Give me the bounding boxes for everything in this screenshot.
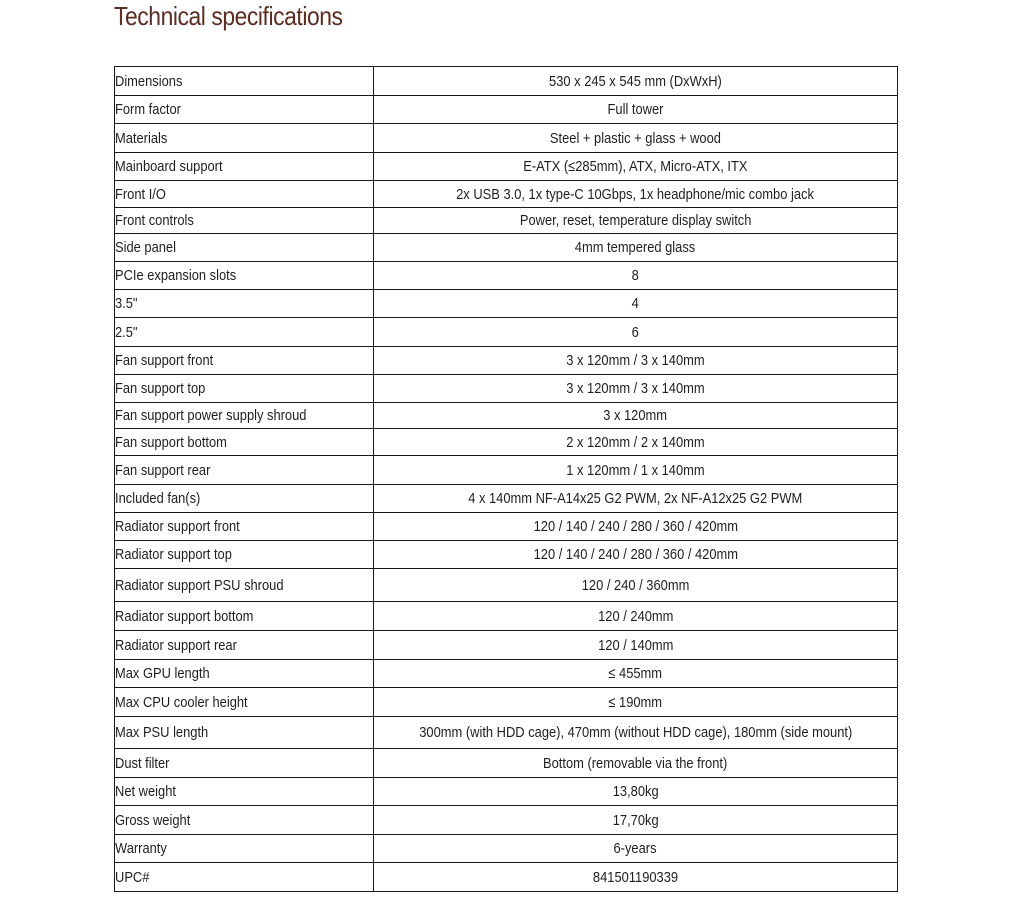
spec-value: 1 x 120mm / 1 x 140mm: [566, 461, 705, 479]
spec-value: 841501190339: [592, 868, 679, 886]
spec-row: [115, 347, 898, 375]
spec-label: Max CPU cooler height: [115, 693, 248, 711]
spec-label-cell: [115, 403, 374, 429]
spec-label-cell: [115, 375, 374, 403]
spec-row: [115, 569, 898, 602]
spec-value: Power, reset, temperature display switch: [519, 212, 752, 229]
spec-row: [115, 778, 898, 806]
spec-value: 2 x 120mm / 2 x 140mm: [566, 433, 705, 451]
spec-value: 6: [631, 323, 640, 341]
spec-value-cell: [374, 688, 898, 717]
spec-value: E-ATX (≤285mm), ATX, Micro-ATX, ITX: [523, 158, 748, 175]
spec-label-cell: [115, 806, 374, 835]
spec-label: UPC#: [115, 868, 150, 886]
spec-label-cell: [115, 347, 374, 375]
spec-label: Fan support top: [115, 380, 206, 397]
spec-value-cell: [374, 96, 898, 124]
spec-row: [115, 688, 898, 717]
spec-value-cell: [374, 778, 898, 806]
spec-row: [115, 403, 898, 429]
spec-value-cell: [374, 290, 898, 318]
spec-label: Max PSU length: [115, 724, 209, 741]
spec-row: [115, 541, 898, 569]
spec-value: Full tower: [607, 101, 664, 118]
spec-row: [115, 513, 898, 541]
spec-label: Net weight: [115, 783, 176, 800]
spec-value-cell: [374, 347, 898, 375]
spec-value-cell: [374, 208, 898, 234]
spec-value: 4: [631, 295, 640, 312]
spec-label-cell: [115, 602, 374, 631]
spec-label-cell: [115, 67, 374, 96]
page-title: Technical specifications: [114, 1, 343, 31]
specifications-table-body: [115, 67, 898, 892]
spec-label: Fan support bottom: [115, 433, 227, 451]
spec-value-cell: [374, 456, 898, 485]
spec-value: 3 x 120mm / 3 x 140mm: [566, 380, 705, 397]
spec-label: 2.5": [115, 323, 138, 341]
spec-row: [115, 318, 898, 347]
spec-label-cell: [115, 569, 374, 602]
spec-label-cell: [115, 96, 374, 124]
spec-value-cell: [374, 485, 898, 513]
spec-value: 120 / 140 / 240 / 280 / 360 / 420mm: [533, 518, 738, 535]
specifications-table: [114, 66, 898, 892]
spec-value: 2x USB 3.0, 1x type-C 10Gbps, 1x headphone/mic combo jack: [456, 185, 815, 203]
spec-row: [115, 67, 898, 96]
spec-value-cell: [374, 806, 898, 835]
spec-label-cell: [115, 688, 374, 717]
spec-value-cell: [374, 541, 898, 569]
spec-label: Front I/O: [115, 185, 166, 203]
spec-label: Radiator support PSU shroud: [115, 576, 284, 594]
spec-label-cell: [115, 456, 374, 485]
spec-row: [115, 96, 898, 124]
spec-label-cell: [115, 234, 374, 262]
spec-label: Materials: [115, 129, 168, 147]
spec-value-cell: [374, 318, 898, 347]
spec-value-cell: [374, 717, 898, 749]
spec-label-cell: [115, 717, 374, 749]
spec-row: [115, 153, 898, 181]
spec-value: 120 / 240mm: [597, 607, 674, 625]
spec-label-cell: [115, 513, 374, 541]
spec-label: Form factor: [115, 101, 181, 118]
spec-value-cell: [374, 153, 898, 181]
spec-value-cell: [374, 749, 898, 778]
spec-value: 300mm (with HDD cage), 470mm (without HDD cage), 180mm (side mount): [418, 724, 853, 741]
spec-label: Side panel: [115, 239, 176, 256]
spec-value-cell: [374, 234, 898, 262]
spec-label-cell: [115, 778, 374, 806]
spec-label: Included fan(s): [115, 490, 201, 507]
spec-row: [115, 835, 898, 863]
spec-value: 120 / 140mm: [597, 636, 674, 654]
spec-row: [115, 262, 898, 290]
spec-label: Radiator support top: [115, 546, 232, 563]
spec-row: [115, 208, 898, 234]
spec-value: 4 x 140mm NF-A14x25 G2 PWM, 2x NF-A12x25 G2 PWM: [468, 490, 803, 507]
spec-label-cell: [115, 318, 374, 347]
spec-label: Radiator support front: [115, 518, 240, 535]
spec-value: 13,80kg: [612, 783, 659, 800]
spec-value-cell: [374, 67, 898, 96]
spec-row: [115, 602, 898, 631]
spec-label: Warranty: [115, 840, 167, 857]
spec-value-cell: [374, 513, 898, 541]
spec-value-cell: [374, 262, 898, 290]
spec-value-cell: [374, 835, 898, 863]
spec-row: [115, 749, 898, 778]
spec-label: Max GPU length: [115, 665, 210, 682]
spec-value: 8: [631, 267, 640, 284]
spec-label: Fan support power supply shroud: [115, 407, 307, 424]
spec-value: Bottom (removable via the front): [543, 754, 728, 772]
spec-label: 3.5": [115, 295, 138, 312]
spec-label: Fan support rear: [115, 461, 211, 479]
spec-label-cell: [115, 863, 374, 892]
spec-row: [115, 124, 898, 153]
spec-row: [115, 631, 898, 660]
spec-value: 4mm tempered glass: [575, 239, 696, 256]
spec-value-cell: [374, 863, 898, 892]
spec-label-cell: [115, 485, 374, 513]
spec-label-cell: [115, 181, 374, 208]
spec-label-cell: [115, 290, 374, 318]
spec-value: 3 x 120mm / 3 x 140mm: [566, 352, 705, 369]
spec-value-cell: [374, 569, 898, 602]
spec-label-cell: [115, 660, 374, 688]
spec-value-cell: [374, 602, 898, 631]
spec-row: [115, 181, 898, 208]
spec-value: Steel + plastic + glass + wood: [549, 129, 722, 147]
spec-row: [115, 456, 898, 485]
spec-value-cell: [374, 403, 898, 429]
spec-value: ≤ 190mm: [608, 693, 663, 711]
spec-label-cell: [115, 631, 374, 660]
spec-value: 120 / 140 / 240 / 280 / 360 / 420mm: [533, 546, 738, 563]
spec-value: 17,70kg: [612, 811, 659, 829]
spec-value: ≤ 455mm: [608, 665, 663, 682]
spec-row: [115, 806, 898, 835]
spec-label: Radiator support bottom: [115, 607, 254, 625]
spec-label-cell: [115, 429, 374, 456]
spec-value-cell: [374, 429, 898, 456]
spec-row: [115, 660, 898, 688]
spec-label: Radiator support rear: [115, 636, 237, 654]
spec-value-cell: [374, 375, 898, 403]
spec-value: 120 / 240 / 360mm: [581, 576, 690, 594]
spec-label: Gross weight: [115, 811, 191, 829]
spec-label-cell: [115, 124, 374, 153]
spec-label-cell: [115, 208, 374, 234]
spec-value: 6-years: [613, 840, 658, 857]
spec-label: Dimensions: [115, 72, 183, 90]
spec-value-cell: [374, 181, 898, 208]
spec-row: [115, 485, 898, 513]
spec-label: Mainboard support: [115, 158, 223, 175]
spec-label: Fan support front: [115, 352, 214, 369]
spec-label: Dust filter: [115, 754, 170, 772]
spec-value: 3 x 120mm: [603, 407, 668, 424]
spec-label-cell: [115, 835, 374, 863]
spec-row: [115, 375, 898, 403]
spec-row: [115, 234, 898, 262]
spec-row: [115, 290, 898, 318]
spec-label-cell: [115, 541, 374, 569]
spec-value-cell: [374, 124, 898, 153]
spec-label: Front controls: [115, 212, 194, 229]
spec-row: [115, 429, 898, 456]
spec-value-cell: [374, 660, 898, 688]
spec-value-cell: [374, 631, 898, 660]
spec-row: [115, 863, 898, 892]
spec-label: PCIe expansion slots: [115, 267, 237, 284]
spec-label-cell: [115, 153, 374, 181]
spec-label-cell: [115, 262, 374, 290]
spec-label-cell: [115, 749, 374, 778]
spec-value: 530 x 245 x 545 mm (DxWxH): [549, 72, 722, 90]
spec-row: [115, 717, 898, 749]
